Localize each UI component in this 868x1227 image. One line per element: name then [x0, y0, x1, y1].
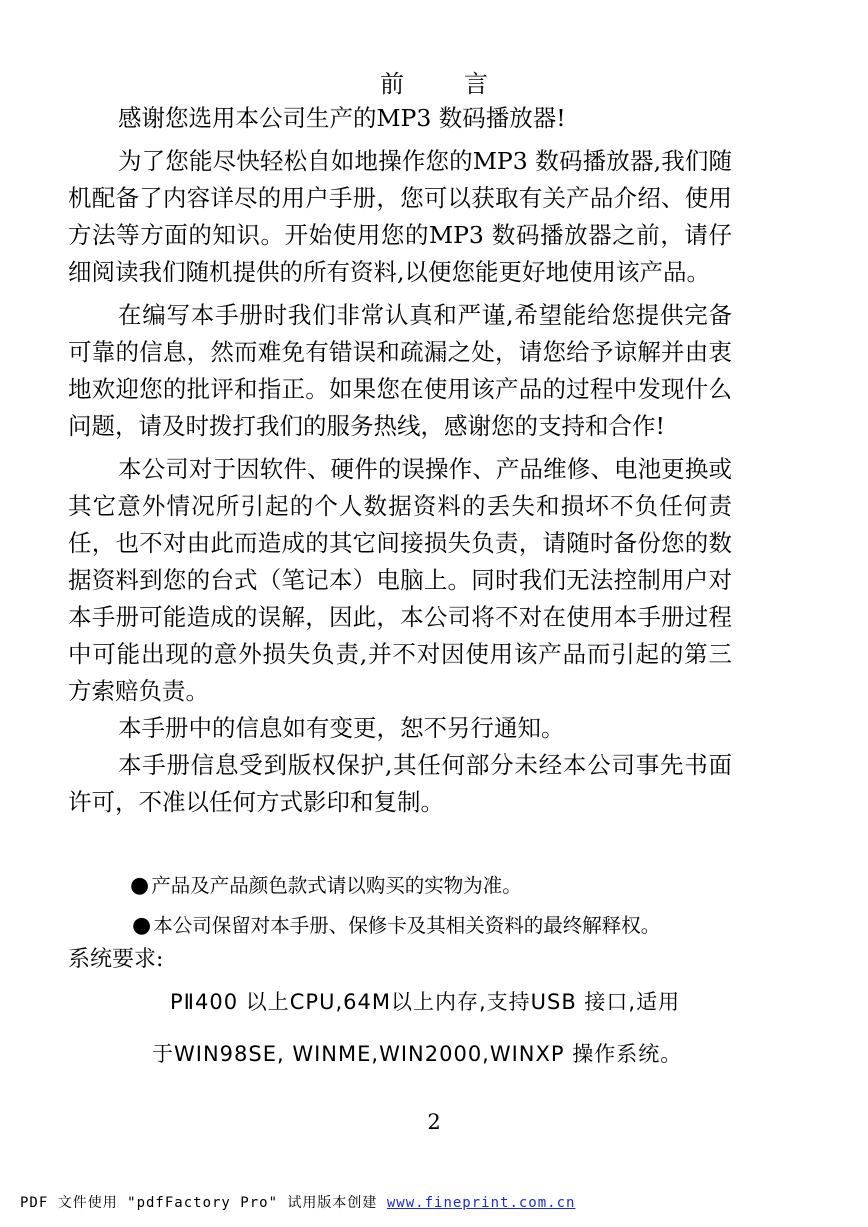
pdf-footer	[20, 1192, 575, 1212]
list-item	[132, 912, 770, 952]
notice-text: 本公司保留对本手册、保修卡及其相关资料的最终解释权。	[153, 914, 661, 937]
system-requirements-line: PⅡ400 以上CPU,64M以上内存,支持USB 接口,适用	[170, 990, 681, 1014]
page-title: 前言	[380, 70, 548, 98]
list-item	[130, 872, 770, 912]
paragraph-changes: 本手册中的信息如有变更，恕不另行通知。	[118, 714, 565, 742]
footer-link[interactable]: www.fineprint.com.cn	[386, 1195, 576, 1211]
body-text	[68, 100, 732, 821]
paragraph-accuracy: 在编写本手册时我们非常认真和严谨,希望能给您提供完备可靠的信息，然而难免有错误和疏漏之处，请您给予谅解并由衷地欢迎您的批评和指正。如果您在使用该产品的过程中发现什么问题，请及时拨打我们的服务热线，感谢您的支持和合作!	[68, 301, 732, 440]
page-number: 2	[427, 1110, 441, 1134]
system-requirements-heading: 系统要求:	[68, 947, 164, 972]
paragraph-liability: 本公司对于因软件、硬件的误操作、产品维修、电池更换或其它意外情况所引起的个人数据资料的丢失和损坏不负任何责任，也不对由此而造成的其它间接损失负责，请随时备份您的数据资料到您的台式（笔记本）电脑上。同时我们无法控制用户对本手册可能造成的误解，因此，本公司将不对在使用本手册过程中可能出现的意外损失负责,并不对因使用该产品而引起的第三方索赔负责。	[68, 455, 732, 705]
black-circle-bullet-icon: ●	[132, 913, 152, 938]
paragraph-intro: 为了您能尽快轻松自如地操作您的MP3 数码播放器,我们随机配备了内容详尽的用户手册，您可以获取有关产品介绍、使用方法等方面的知识。开始使用您的MP3 数码播放器之前，请仔细阅读我们随机提供的所有资料,以便您能更好地使用该产品。	[68, 147, 732, 286]
notice-list	[130, 872, 770, 952]
paragraph-copyright: 本手册信息受到版权保护,其任何部分未经本公司事先书面许可，不准以任何方式影印和复制。	[68, 751, 732, 816]
system-requirements-line: 于WIN98SE, WINME,WIN2000,WINXP 操作系统。	[152, 1042, 683, 1066]
paragraph-thanks: 感谢您选用本公司生产的MP3 数码播放器!	[118, 104, 566, 132]
black-circle-bullet-icon: ●	[130, 873, 150, 898]
footer-text: PDF 文件使用 "pdfFactory Pro" 试用版本创建	[20, 1195, 387, 1211]
notice-text: 产品及产品颜色款式请以购买的实物为准。	[151, 874, 522, 897]
